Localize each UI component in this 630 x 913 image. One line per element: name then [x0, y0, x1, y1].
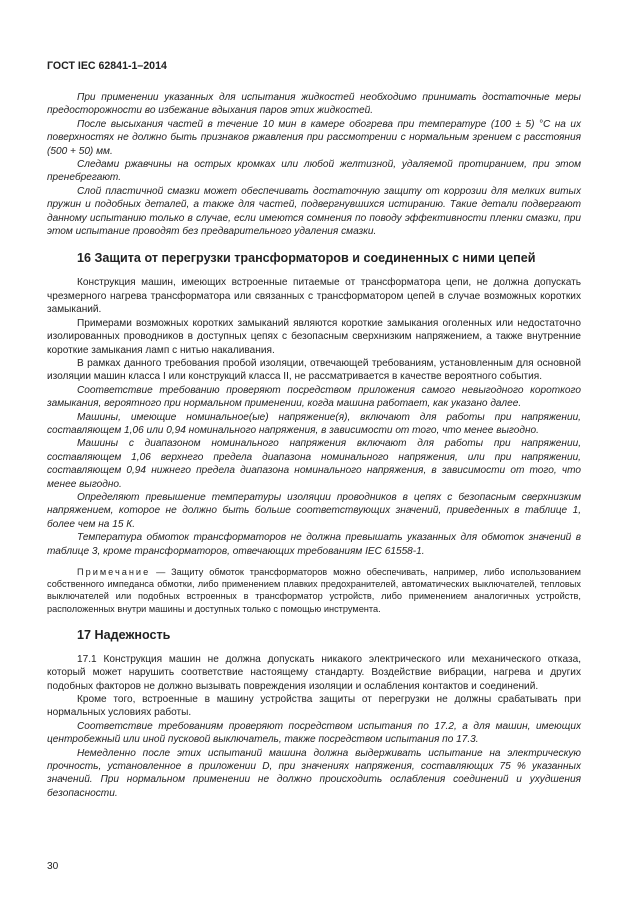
paragraph: Машины с диапазоном номинального напряжения включают для работы при напряжении, составляющем 1,06 верхнего предела диапазона номинального напряжения, или при напряжении, составляющем 0,94 нижнего предела диапазона номинального напряжения, в зависимости от того, что менее выгодно.: [47, 438, 581, 490]
note: [47, 566, 581, 615]
paragraph: Определяют превышение температуры изоляции проводников в цепях с безопасным сверхнизким напряжением, которое не должно быть больше соответствующих значений, приведенных в таблице 1, более чем на 15 К.: [47, 491, 581, 530]
page-body: [47, 91, 581, 800]
note-text: — Защиту обмоток трансформаторов можно обеспечивать, например, либо использованием собственного импеданса обмотки, либо применением плавких предохранителей, автоматических выключателей, тепловых выключателей или подобных встроенных в трансформатор устройств, либо применением аналогичных устройств, расположенных внутри машины и доступных только с помощью инструмента.: [47, 567, 581, 614]
paragraph: Примерами возможных коротких замыканий являются короткие замыкания оголенных или недостаточно изолированных проводников в доступных цепях с безопасным сверхнизким напряжением, а также внутренние короткие замыкания ламп с нитью накаливания.: [47, 317, 581, 356]
section-17-heading: 17 Надежность: [77, 627, 171, 642]
paragraph: Машины, имеющие номинальное(ые) напряжение(я), включают для работы при напряжении, составляющем 1,06 или 0,94 номинального напряжения, в зависимости от того, что менее выгодно.: [47, 411, 581, 436]
paragraph: Кроме того, встроенные в машину устройства защиты от перегрузки не должны срабатывать при нормальных условиях работы.: [47, 694, 581, 719]
paragraph: Конструкция машин, имеющих встроенные питаемые от трансформатора цепи, не должна допускать чрезмерного нагрева трансформатора или связанных с трансформатором цепей в случае возможных коротких замыканий.: [47, 277, 581, 316]
paragraph: При применении указанных для испытания жидкостей необходимо принимать достаточные меры предосторожности во избежание вдыхания паров этих жидкостей.: [47, 92, 581, 117]
paragraph: В рамках данного требования пробой изоляции, отвечающей требованиям, установленным для основной изоляции машин класса I или конструкций класса II, не рассматривается в качестве вероятного события.: [47, 357, 581, 383]
section-16-heading: 16 Защита от перегрузки трансформаторов и соединенных с ними цепей: [77, 251, 536, 266]
paragraph: После высыхания частей в течение 10 мин в камере обогрева при температуре (100 ± 5) °С на их поверхностях не должно быть признаков ржавления при рассмотрении с нормальным зрением с расстояния (500 + 50) мм.: [47, 118, 581, 157]
paragraph: Слой пластичной смазки может обеспечивать достаточную защиту от коррозии для мелких витых пружин и подобных деталей, а также для частей, подвергнувшихся истиранию. Такие детали подвергают данному испытанию только в случае, если имеются сомнения по поводу эффективности пленки смазки, при этом испытание проводят без предварительного удаления смазки.: [47, 185, 581, 238]
paragraph: Температура обмоток трансформаторов не должна превышать указанных для обмоток значений в таблице 3, кроме трансформаторов, отвечающих требованиям IEC 61558-1.: [47, 532, 581, 557]
paragraph: Немедленно после этих испытаний машина должна выдерживать испытание на электрическую прочность, установленное в приложении D, при значениях напряжения, составляющих 75 % указанных значений. При нормальном применении не должно происходить ослабления соединений и ухудшения безопасности.: [47, 747, 581, 799]
paragraph: 17.1 Конструкция машин не должна допускать никакого электрического или механического отказа, который может нарушить соответствие настоящему стандарту. Воздействие вибрации, нагрева и других подобных факторов не должно вызывать повреждения изоляции и ослабления контактов и соединений.: [47, 653, 581, 692]
page-number: 30: [47, 861, 59, 872]
paragraph: Следами ржавчины на острых кромках или любой желтизной, удаляемой протиранием, при этом пренебрегают.: [47, 159, 581, 184]
standard-header: ГОСТ IEC 62841-1–2014: [47, 60, 167, 72]
note-label: Примечание: [77, 567, 151, 577]
paragraph: Соответствие требованию проверяют посредством приложения самого невыгодного короткого замыкания, вероятного при нормальном применении, когда машина работает, как указано далее.: [47, 384, 581, 410]
paragraph: Соответствие требованиям проверяют посредством испытания по 17.2, а для машин, имеющих центробежный или иной пусковой выключатель, также посредством испытания по 17.3.: [47, 720, 581, 746]
